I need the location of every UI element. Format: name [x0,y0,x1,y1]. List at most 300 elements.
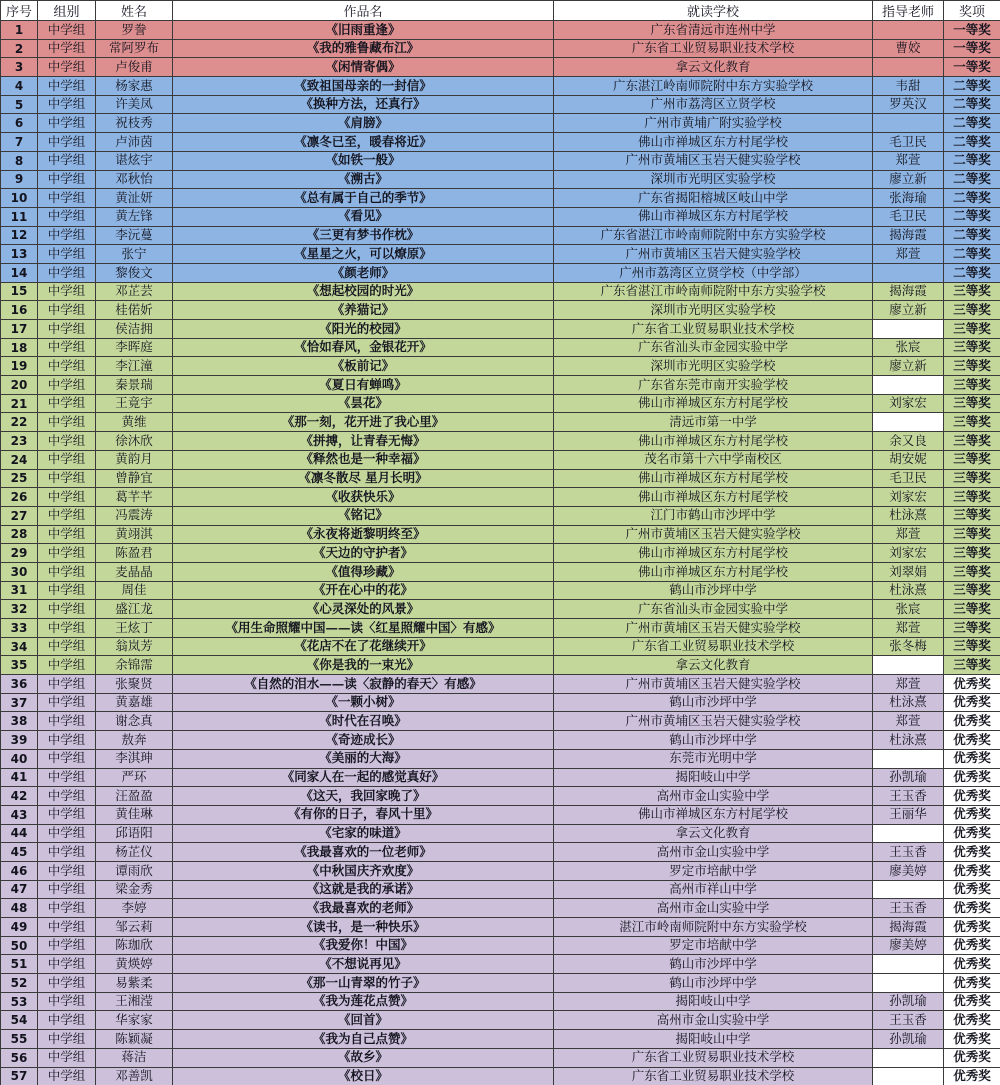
cell-group: 中学组 [38,77,96,96]
cell-group: 中学组 [38,749,96,768]
cell-school: 高州市祥山中学 [554,880,873,899]
cell-award: 优秀奖 [944,787,1000,806]
cell-name: 邱语阳 [96,824,173,843]
cell-school: 揭阳岐山中学 [554,992,873,1011]
cell-award: 优秀奖 [944,693,1000,712]
cell-school: 广东省湛江市岭南师院附中东方实验学校 [554,226,873,245]
cell-teacher: 罗英汉 [873,95,944,114]
table-row [1,263,1000,282]
cell-school: 佛山市禅城区东方村尾学校 [554,469,873,488]
cell-name: 李沅蔓 [96,226,173,245]
cell-no: 20 [1,376,38,395]
cell-title: 《花店不在了花继续开》 [173,637,554,656]
cell-school: 佛山市禅城区东方村尾学校 [554,488,873,507]
cell-no: 55 [1,1030,38,1049]
cell-school: 广州市黄埔区玉岩天健实验学校 [554,525,873,544]
cell-name: 秦景瑞 [96,376,173,395]
cell-group: 中学组 [38,1011,96,1030]
table-row [1,936,1000,955]
table-row [1,226,1000,245]
cell-teacher: 揭海霞 [873,282,944,301]
cell-title: 《你是我的一束光》 [173,656,554,675]
cell-group: 中学组 [38,245,96,264]
cell-name: 王湘滢 [96,992,173,1011]
cell-title: 《心灵深处的风景》 [173,600,554,619]
cell-title: 《那一山青翠的竹子》 [173,974,554,993]
cell-group: 中学组 [38,226,96,245]
cell-award: 三等奖 [944,357,1000,376]
cell-award: 三等奖 [944,432,1000,451]
cell-name: 黄韵月 [96,450,173,469]
cell-name: 陈珈欣 [96,936,173,955]
table-row [1,768,1000,787]
cell-no: 36 [1,675,38,694]
cell-group: 中学组 [38,861,96,880]
cell-teacher: 王玉香 [873,787,944,806]
cell-school: 广东省工业贸易职业技术学校 [554,1048,873,1067]
cell-teacher: 杜泳熹 [873,731,944,750]
cell-award: 优秀奖 [944,1048,1000,1067]
cell-title: 《拼搏，让青春无悔》 [173,432,554,451]
cell-no: 44 [1,824,38,843]
cell-award: 优秀奖 [944,749,1000,768]
cell-group: 中学组 [38,189,96,208]
cell-award: 三等奖 [944,544,1000,563]
cell-name: 邹云莉 [96,918,173,937]
table-row [1,1030,1000,1049]
cell-no: 49 [1,918,38,937]
table-row [1,1067,1000,1085]
column-header-name: 姓名 [96,1,173,21]
cell-title: 《闲情寄偶》 [173,58,554,77]
table-row [1,282,1000,301]
table-row [1,712,1000,731]
cell-name: 罗誊 [96,21,173,40]
cell-teacher [873,880,944,899]
cell-title: 《夏日有蝉鸣》 [173,376,554,395]
cell-school: 广东湛江岭南师院附中东方实验学校 [554,77,873,96]
cell-no: 13 [1,245,38,264]
cell-name: 黄维 [96,413,173,432]
cell-title: 《换种方法，还真行》 [173,95,554,114]
table-row [1,450,1000,469]
cell-group: 中学组 [38,320,96,339]
table-row [1,600,1000,619]
cell-teacher: 毛卫民 [873,469,944,488]
header-row [1,1,1000,21]
cell-award: 二等奖 [944,189,1000,208]
cell-school: 广州市黄埔广附实验学校 [554,114,873,133]
cell-no: 6 [1,114,38,133]
cell-award: 优秀奖 [944,768,1000,787]
cell-no: 41 [1,768,38,787]
cell-group: 中学组 [38,207,96,226]
cell-school: 佛山市禅城区东方村尾学校 [554,562,873,581]
table-row [1,1048,1000,1067]
table-row [1,544,1000,563]
cell-name: 梁金秀 [96,880,173,899]
cell-group: 中学组 [38,170,96,189]
cell-teacher: 廖美婷 [873,936,944,955]
table-row [1,357,1000,376]
table-row [1,301,1000,320]
cell-award: 二等奖 [944,77,1000,96]
cell-no: 14 [1,263,38,282]
cell-school: 罗定市培献中学 [554,936,873,955]
cell-school: 江门市鹤山市沙坪中学 [554,506,873,525]
table-row [1,656,1000,675]
cell-no: 53 [1,992,38,1011]
table-row [1,413,1000,432]
cell-name: 蒋洁 [96,1048,173,1067]
table-row [1,974,1000,993]
cell-teacher: 刘家宏 [873,488,944,507]
cell-title: 《有你的日子，春风十里》 [173,805,554,824]
cell-group: 中学组 [38,544,96,563]
cell-school: 广州市黄埔区玉岩天健实验学校 [554,619,873,638]
cell-award: 优秀奖 [944,899,1000,918]
cell-no: 51 [1,955,38,974]
cell-name: 盛江龙 [96,600,173,619]
cell-name: 侯洁拥 [96,320,173,339]
cell-school: 高州市金山实验中学 [554,843,873,862]
cell-school: 佛山市禅城区东方村尾学校 [554,432,873,451]
cell-no: 37 [1,693,38,712]
table-row [1,77,1000,96]
cell-group: 中学组 [38,974,96,993]
cell-award: 三等奖 [944,469,1000,488]
column-header-group: 组别 [38,1,96,21]
cell-group: 中学组 [38,824,96,843]
cell-name: 黄煐婷 [96,955,173,974]
cell-school: 茂名市第十六中学南校区 [554,450,873,469]
cell-no: 32 [1,600,38,619]
table-row [1,843,1000,862]
cell-title: 《养猫记》 [173,301,554,320]
cell-school: 广东省东莞市南开实验学校 [554,376,873,395]
cell-group: 中学组 [38,525,96,544]
cell-title: 《恰如春风，金银花开》 [173,338,554,357]
cell-award: 优秀奖 [944,880,1000,899]
cell-name: 黎俊文 [96,263,173,282]
cell-teacher: 郑萱 [873,619,944,638]
cell-no: 19 [1,357,38,376]
cell-award: 三等奖 [944,637,1000,656]
cell-award: 三等奖 [944,413,1000,432]
cell-title: 《三更有梦书作枕》 [173,226,554,245]
cell-title: 《我的雅鲁藏布江》 [173,39,554,58]
cell-teacher: 孙凯瑜 [873,768,944,787]
cell-title: 《阳光的校园》 [173,320,554,339]
cell-teacher: 郑萱 [873,712,944,731]
cell-award: 二等奖 [944,245,1000,264]
cell-teacher: 杜泳熹 [873,693,944,712]
cell-group: 中学组 [38,619,96,638]
cell-award: 三等奖 [944,376,1000,395]
column-header-teacher: 指导老师 [873,1,944,21]
cell-award: 一等奖 [944,21,1000,40]
cell-no: 50 [1,936,38,955]
cell-no: 25 [1,469,38,488]
cell-school: 广东省湛江市岭南师院附中东方实验学校 [554,282,873,301]
cell-title: 《释然也是一种幸福》 [173,450,554,469]
cell-name: 冯震涛 [96,506,173,525]
table-row [1,394,1000,413]
cell-title: 《值得珍藏》 [173,562,554,581]
cell-group: 中学组 [38,712,96,731]
cell-name: 余锦霈 [96,656,173,675]
table-row [1,170,1000,189]
cell-teacher: 杜泳熹 [873,506,944,525]
cell-title: 《读书，是一种快乐》 [173,918,554,937]
cell-award: 优秀奖 [944,955,1000,974]
cell-no: 7 [1,133,38,152]
cell-no: 39 [1,731,38,750]
cell-group: 中学组 [38,432,96,451]
cell-group: 中学组 [38,39,96,58]
cell-group: 中学组 [38,413,96,432]
cell-award: 三等奖 [944,394,1000,413]
cell-name: 王炫丁 [96,619,173,638]
cell-no: 34 [1,637,38,656]
cell-name: 翁岚芳 [96,637,173,656]
cell-award: 优秀奖 [944,843,1000,862]
cell-title: 《我为莲花点赞》 [173,992,554,1011]
table-row [1,506,1000,525]
cell-school: 鹤山市沙坪中学 [554,731,873,750]
cell-no: 48 [1,899,38,918]
cell-title: 《我为自己点赞》 [173,1030,554,1049]
cell-award: 二等奖 [944,170,1000,189]
cell-title: 《想起校园的时光》 [173,282,554,301]
cell-award: 三等奖 [944,619,1000,638]
cell-no: 2 [1,39,38,58]
cell-title: 《天边的守护者》 [173,544,554,563]
cell-title: 《铭记》 [173,506,554,525]
cell-title: 《中秋国庆齐欢度》 [173,861,554,880]
cell-name: 邓秋怡 [96,170,173,189]
cell-name: 许美凤 [96,95,173,114]
cell-group: 中学组 [38,488,96,507]
cell-title: 《我最喜欢的一位老师》 [173,843,554,862]
cell-title: 《开在心中的花》 [173,581,554,600]
table-row [1,58,1000,77]
table-row [1,824,1000,843]
cell-group: 中学组 [38,394,96,413]
cell-title: 《凛冬已至，暖春将近》 [173,133,554,152]
cell-no: 3 [1,58,38,77]
cell-teacher: 廖美婷 [873,861,944,880]
cell-group: 中学组 [38,282,96,301]
table-row [1,488,1000,507]
cell-group: 中学组 [38,450,96,469]
cell-award: 三等奖 [944,656,1000,675]
cell-school: 湛江市岭南师院附中东方实验学校 [554,918,873,937]
cell-no: 10 [1,189,38,208]
cell-award: 一等奖 [944,39,1000,58]
cell-no: 17 [1,320,38,339]
cell-group: 中学组 [38,301,96,320]
cell-school: 深圳市光明区实验学校 [554,301,873,320]
cell-title: 《溯古》 [173,170,554,189]
cell-group: 中学组 [38,656,96,675]
cell-name: 杨芷仪 [96,843,173,862]
column-header-award: 奖项 [944,1,1000,21]
cell-school: 深圳市光明区实验学校 [554,170,873,189]
cell-school: 广东省揭阳榕城区岐山中学 [554,189,873,208]
cell-group: 中学组 [38,469,96,488]
cell-name: 谭雨欣 [96,861,173,880]
cell-award: 优秀奖 [944,1011,1000,1030]
cell-school: 鹤山市沙坪中学 [554,974,873,993]
cell-name: 张宁 [96,245,173,264]
cell-name: 卢俊甫 [96,58,173,77]
cell-teacher: 郑萱 [873,525,944,544]
cell-title: 《这就是我的承诺》 [173,880,554,899]
cell-group: 中学组 [38,1030,96,1049]
cell-no: 1 [1,21,38,40]
cell-teacher: 韦甜 [873,77,944,96]
cell-title: 《颜老师》 [173,263,554,282]
cell-name: 黄左锋 [96,207,173,226]
cell-no: 46 [1,861,38,880]
cell-title: 《致祖国母亲的一封信》 [173,77,554,96]
cell-award: 优秀奖 [944,992,1000,1011]
cell-school: 佛山市禅城区东方村尾学校 [554,394,873,413]
cell-school: 鹤山市沙坪中学 [554,693,873,712]
cell-name: 张聚贤 [96,675,173,694]
cell-name: 葛芊芊 [96,488,173,507]
cell-group: 中学组 [38,955,96,974]
cell-name: 敖奔 [96,731,173,750]
cell-title: 《看见》 [173,207,554,226]
cell-no: 23 [1,432,38,451]
cell-group: 中学组 [38,376,96,395]
table-row [1,581,1000,600]
cell-award: 优秀奖 [944,805,1000,824]
cell-teacher: 王玉香 [873,843,944,862]
cell-group: 中学组 [38,506,96,525]
cell-no: 8 [1,151,38,170]
cell-no: 47 [1,880,38,899]
table-row [1,693,1000,712]
cell-no: 15 [1,282,38,301]
cell-school: 佛山市禅城区东方村尾学校 [554,805,873,824]
cell-name: 邓善凯 [96,1067,173,1085]
cell-award: 优秀奖 [944,675,1000,694]
cell-award: 三等奖 [944,488,1000,507]
cell-school: 广州市荔湾区立贤学校（中学部） [554,263,873,282]
cell-award: 优秀奖 [944,936,1000,955]
cell-school: 广州市黄埔区玉岩天健实验学校 [554,675,873,694]
cell-name: 李晖庭 [96,338,173,357]
cell-title: 《时代在召唤》 [173,712,554,731]
cell-group: 中学组 [38,992,96,1011]
cell-award: 优秀奖 [944,1030,1000,1049]
cell-teacher [873,376,944,395]
table-row [1,861,1000,880]
cell-teacher [873,656,944,675]
cell-teacher: 揭海霞 [873,918,944,937]
cell-title: 《回首》 [173,1011,554,1030]
cell-group: 中学组 [38,581,96,600]
cell-title: 《那一刻，花开进了我心里》 [173,413,554,432]
cell-school: 罗定市培献中学 [554,861,873,880]
cell-group: 中学组 [38,936,96,955]
cell-group: 中学组 [38,675,96,694]
cell-group: 中学组 [38,880,96,899]
cell-no: 33 [1,619,38,638]
column-header-school: 就读学校 [554,1,873,21]
cell-name: 邓芷芸 [96,282,173,301]
cell-title: 《我最喜欢的老师》 [173,899,554,918]
cell-teacher: 郑萱 [873,675,944,694]
cell-school: 广东省汕头市金园实验中学 [554,338,873,357]
table-row [1,675,1000,694]
cell-teacher: 张海瑜 [873,189,944,208]
cell-award: 三等奖 [944,600,1000,619]
cell-title: 《美丽的大海》 [173,749,554,768]
cell-group: 中学组 [38,600,96,619]
cell-teacher: 刘家宏 [873,544,944,563]
cell-no: 31 [1,581,38,600]
cell-teacher [873,974,944,993]
cell-no: 4 [1,77,38,96]
cell-name: 徐沐欣 [96,432,173,451]
cell-school: 广东省工业贸易职业技术学校 [554,320,873,339]
cell-teacher [873,21,944,40]
cell-group: 中学组 [38,805,96,824]
cell-award: 优秀奖 [944,712,1000,731]
cell-teacher [873,1067,944,1085]
cell-name: 杨家惠 [96,77,173,96]
table-row [1,95,1000,114]
cell-award: 二等奖 [944,263,1000,282]
cell-name: 华家家 [96,1011,173,1030]
table-row [1,320,1000,339]
cell-title: 《奇迹成长》 [173,731,554,750]
table-row [1,338,1000,357]
cell-title: 《这天，我回家晚了》 [173,787,554,806]
cell-teacher [873,263,944,282]
cell-school: 揭阳岐山中学 [554,768,873,787]
cell-teacher: 毛卫民 [873,207,944,226]
cell-teacher: 张冬梅 [873,637,944,656]
cell-no: 22 [1,413,38,432]
cell-no: 43 [1,805,38,824]
cell-no: 26 [1,488,38,507]
cell-teacher: 王丽华 [873,805,944,824]
table-row [1,731,1000,750]
table-row [1,619,1000,638]
cell-no: 56 [1,1048,38,1067]
cell-title: 《肩膀》 [173,114,554,133]
cell-teacher [873,58,944,77]
cell-title: 《星星之火，可以燎原》 [173,245,554,264]
cell-group: 中学组 [38,95,96,114]
cell-school: 高州市金山实验中学 [554,787,873,806]
cell-name: 陈颖凝 [96,1030,173,1049]
cell-title: 《自然的泪水——读〈寂静的春天〉有感》 [173,675,554,694]
cell-title: 《宅家的味道》 [173,824,554,843]
table-row [1,918,1000,937]
cell-school: 高州市金山实验中学 [554,1011,873,1030]
cell-school: 广东省工业贸易职业技术学校 [554,637,873,656]
cell-teacher [873,1048,944,1067]
cell-teacher: 张宸 [873,338,944,357]
table-row [1,469,1000,488]
cell-teacher: 廖立新 [873,301,944,320]
